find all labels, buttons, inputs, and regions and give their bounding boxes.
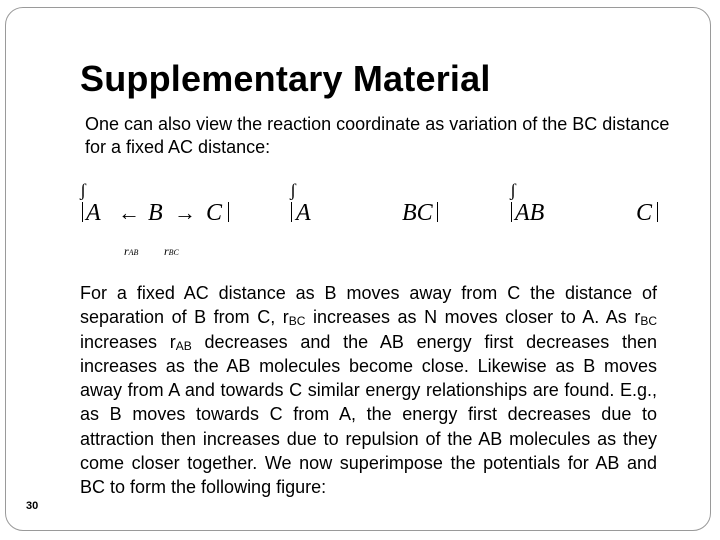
equation-3-term-ab: AB (515, 200, 545, 226)
equation-2-left-bar (291, 202, 292, 222)
equation-1-sub-rab-index: AB (128, 248, 139, 257)
equation-1-term-a: A (86, 200, 101, 226)
body-subscript-bc-2: BC (640, 314, 658, 329)
equation-1-term-c: C (206, 200, 223, 226)
equation-2-glyphs: ʃ (290, 180, 299, 200)
equation-1-sub-rab: rAB (124, 244, 139, 258)
equation-1-left-bar (82, 202, 83, 222)
equation-1-glyphs: ʃ (80, 180, 89, 200)
equation-3-right-bar (657, 202, 658, 222)
page-number: 30 (26, 500, 39, 512)
equation-3-left-bar (511, 202, 512, 222)
equation-2-right-bar (437, 202, 438, 222)
equation-1-term-b: B (148, 200, 163, 226)
intro-text: One can also view the reaction coordinate as variation of the BC distance for a fixed AC distance: (85, 114, 670, 157)
equation-3 (510, 180, 660, 240)
equation-2-term-bc: BC (402, 200, 433, 226)
equation-2-term-a: A (296, 200, 311, 226)
body-text-4: decreases and the AB energy first decreases then increases as the AB molecules become close. Likewise as B moves away from A and towards C similar energy relationships are found. E.g., as B moves towards C from A, the energy first decreases due to attraction then increases due to repulsion of the AB molecules as they come closer together. We now superimpose the potentials for AB and BC to form the following figure: (80, 331, 657, 498)
equation-3-glyphs: ʃ (510, 180, 519, 200)
equation-1-right-bar (228, 202, 229, 222)
equation-1 (80, 180, 240, 262)
equation-1-sub-rbc: rBC (164, 244, 179, 258)
equation-1-arrow-right: → (174, 200, 196, 225)
body-text-1: For a fixed AC distance as B moves away from C the distance of separation of B from C, r (80, 283, 657, 328)
equation-3-term-c: C (636, 200, 653, 226)
body-paragraph (80, 281, 657, 500)
body-text-2: increases as N moves closer to A. As r (305, 307, 641, 328)
slide-title: Supplementary Material (80, 58, 491, 99)
body-subscript-ab: AB (175, 338, 192, 353)
equation-1-arrow-left: ← (118, 200, 140, 225)
body-text-3: increases r (80, 331, 176, 352)
equation-1-sub-rbc-index: BC (168, 248, 179, 257)
body-subscript-bc-1: BC (288, 314, 306, 329)
equation-2 (290, 180, 440, 240)
